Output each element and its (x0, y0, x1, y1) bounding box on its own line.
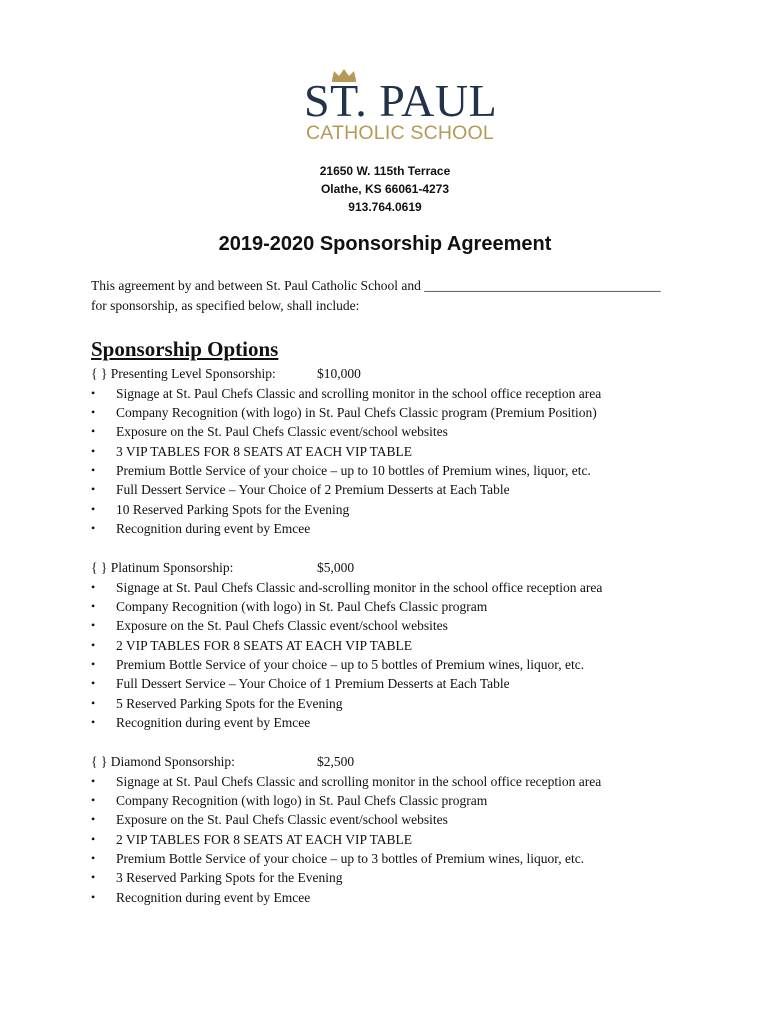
benefit-text: Premium Bottle Service of your choice – up to 5 bottles of Premium wines, liquor, etc. (116, 657, 585, 673)
list-item (91, 655, 731, 674)
option-header (91, 752, 731, 772)
sponsorship-option (91, 558, 731, 733)
benefit-text: 10 Reserved Parking Spots for the Evening (116, 501, 350, 517)
option-header (91, 364, 731, 384)
benefit-text: Exposure on the St. Paul Chefs Classic event/school websites (116, 812, 448, 828)
benefit-text: Company Recognition (with logo) in St. Paul Chefs Classic program (Premium Position) (116, 404, 597, 420)
bullet-icon: • (91, 851, 96, 866)
sponsorship-option (91, 364, 731, 539)
bullet-icon: • (91, 676, 96, 691)
options-heading: Sponsorship Options (91, 337, 279, 361)
list-item (91, 694, 731, 713)
benefit-list (91, 384, 731, 539)
bullet-icon: • (91, 443, 96, 458)
intro-line-1: This agreement by and between St. Paul Catholic School and ___________________________________ (91, 278, 661, 293)
benefit-text: Company Recognition (with logo) in St. Paul Chefs Classic program (116, 792, 488, 808)
benefit-text: 2 VIP TABLES FOR 8 SEATS AT EACH VIP TABLE (116, 637, 413, 653)
benefit-text: Full Dessert Service – Your Choice of 1 Premium Desserts at Each Table (116, 676, 510, 692)
bullet-icon: • (91, 889, 96, 904)
list-item (91, 772, 731, 791)
list-item (91, 888, 731, 907)
benefit-text: Recognition during event by Emcee (116, 889, 311, 905)
benefit-text: Signage at St. Paul Chefs Classic and scrolling monitor in the school office reception area (116, 385, 602, 401)
bullet-icon: • (91, 598, 96, 613)
benefit-text: 3 VIP TABLES FOR 8 SEATS AT EACH VIP TABLE (116, 443, 413, 459)
bullet-icon: • (91, 792, 96, 807)
bullet-icon: • (91, 695, 96, 710)
list-item (91, 597, 731, 616)
list-item (91, 578, 731, 597)
address-line-2: Olathe, KS 66061-4273 (320, 182, 450, 196)
bullet-icon: • (91, 424, 96, 439)
list-item (91, 403, 731, 422)
list-item (91, 616, 731, 635)
intro-line-2: for sponsorship, as specified below, shall include: (91, 297, 360, 313)
option-amount: $5,000 (317, 560, 355, 575)
logo-subtitle: CATHOLIC SCHOOL (306, 122, 494, 144)
list-item (91, 384, 731, 403)
option-label: { } Platinum Sponsorship: (91, 560, 234, 575)
benefit-text: Exposure on the St. Paul Chefs Classic event/school websites (116, 618, 448, 634)
bullet-icon: • (91, 831, 96, 846)
list-item (91, 713, 731, 732)
list-item (91, 674, 731, 693)
benefit-text: 5 Reserved Parking Spots for the Evening (116, 695, 343, 711)
benefit-list (91, 578, 731, 733)
list-item (91, 849, 731, 868)
benefit-text: Exposure on the St. Paul Chefs Classic event/school websites (116, 424, 448, 440)
option-label: { } Diamond Sponsorship: (91, 754, 235, 769)
bullet-icon: • (91, 812, 96, 827)
sponsorship-option (91, 752, 731, 907)
list-item (91, 636, 731, 655)
bullet-icon: • (91, 657, 96, 672)
bullet-icon: • (91, 579, 96, 594)
benefit-text: Signage at St. Paul Chefs Classic and scrolling monitor in the school office reception area (116, 773, 602, 789)
list-item (91, 442, 731, 461)
bullet-icon: • (91, 501, 96, 516)
benefit-text: Signage at St. Paul Chefs Classic and-scrolling monitor in the school office reception area (116, 579, 603, 595)
phone-number: 913.764.0619 (348, 200, 422, 214)
list-item (91, 461, 731, 480)
bullet-icon: • (91, 637, 96, 652)
bullet-icon: • (91, 385, 96, 400)
benefit-text: 2 VIP TABLES FOR 8 SEATS AT EACH VIP TABLE (116, 831, 413, 847)
logo-name: ST. PAUL (304, 75, 498, 126)
list-item (91, 791, 731, 810)
option-amount: $2,500 (317, 754, 355, 769)
list-item (91, 810, 731, 829)
bullet-icon: • (91, 482, 96, 497)
benefit-text: Recognition during event by Emcee (116, 521, 311, 537)
bullet-icon: • (91, 618, 96, 633)
list-item (91, 868, 731, 887)
list-item (91, 422, 731, 441)
list-item (91, 480, 731, 499)
bullet-icon: • (91, 463, 96, 478)
option-amount: $10,000 (317, 366, 361, 381)
list-item (91, 519, 731, 538)
bullet-icon: • (91, 521, 96, 536)
intro-paragraph (91, 276, 691, 315)
benefit-list (91, 772, 731, 908)
list-item (91, 830, 731, 849)
bullet-icon: • (91, 870, 96, 885)
option-header (91, 558, 731, 578)
benefit-text: Recognition during event by Emcee (116, 715, 311, 731)
option-label: { } Presenting Level Sponsorship: (91, 366, 276, 381)
bullet-icon: • (91, 773, 96, 788)
school-logo (300, 68, 510, 148)
address-line-1: 21650 W. 115th Terrace (319, 164, 451, 178)
benefit-text: Company Recognition (with logo) in St. Paul Chefs Classic program (116, 598, 488, 614)
list-item (91, 500, 731, 519)
bullet-icon: • (91, 715, 96, 730)
bullet-icon: • (91, 404, 96, 419)
benefit-text: Full Dessert Service – Your Choice of 2 Premium Desserts at Each Table (116, 482, 510, 498)
benefit-text: Premium Bottle Service of your choice – up to 10 bottles of Premium wines, liquor, etc. (116, 463, 591, 479)
benefit-text: Premium Bottle Service of your choice – up to 3 bottles of Premium wines, liquor, etc. (116, 851, 585, 867)
page-title: 2019-2020 Sponsorship Agreement (218, 233, 552, 255)
benefit-text: 3 Reserved Parking Spots for the Evening (116, 870, 343, 886)
